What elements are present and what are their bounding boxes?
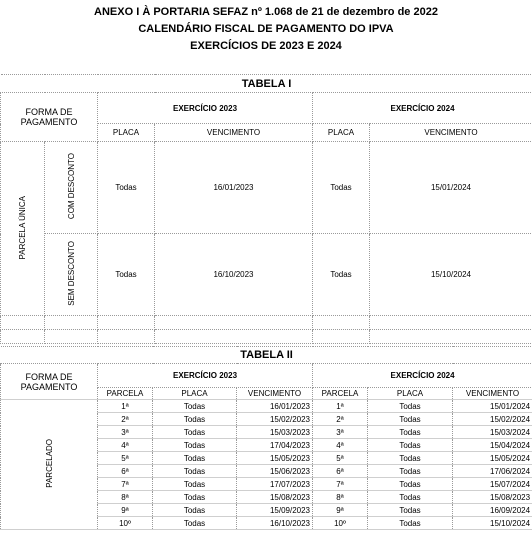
- placa-cell: Todas: [313, 234, 370, 316]
- parcela-2024-header: PARCELA: [313, 388, 368, 400]
- vencimento-cell: 15/06/2023: [237, 465, 313, 478]
- empty-cell: [1, 316, 45, 330]
- empty-cell: [155, 316, 313, 330]
- placa-cell: Todas: [368, 478, 453, 491]
- vencimento-cell: 16/09/2024: [453, 504, 532, 517]
- parcela-cell: 7ª: [313, 478, 368, 491]
- empty-cell: [313, 316, 370, 330]
- vencimento-cell: 15/01/2024: [453, 400, 532, 413]
- empty-cell: [1, 330, 45, 344]
- com-desconto-label: COM DESCONTO: [66, 153, 76, 220]
- parcela-cell: 9ª: [98, 504, 153, 517]
- vencimento-2024-header: VENCIMENTO: [370, 124, 532, 142]
- exercicio-2024-header: EXERCÍCIO 2024: [313, 364, 532, 388]
- parcela-cell: 5ª: [313, 452, 368, 465]
- placa-cell: Todas: [368, 452, 453, 465]
- parcelado-label: PARCELADO: [44, 439, 54, 488]
- vencimento-cell: 15/07/2024: [453, 478, 532, 491]
- placa-cell: Todas: [368, 465, 453, 478]
- parcela-cell: 6ª: [313, 465, 368, 478]
- placa-cell: Todas: [368, 439, 453, 452]
- vencimento-2023-header: VENCIMENTO: [155, 124, 313, 142]
- parcela-unica-label: PARCELA ÚNICA: [18, 195, 27, 260]
- vencimento-cell: 15/01/2024: [370, 142, 532, 234]
- empty-cell: [370, 316, 532, 330]
- parcela-cell: 10º: [313, 517, 368, 530]
- vencimento-cell: 15/02/2024: [453, 413, 532, 426]
- empty-cell: [45, 316, 98, 330]
- header-line-3: EXERCÍCIOS DE 2023 E 2024: [190, 40, 342, 52]
- parcela-cell: 7ª: [98, 478, 153, 491]
- vencimento-cell: 15/09/2023: [237, 504, 313, 517]
- vencimento-cell: 15/03/2023: [237, 426, 313, 439]
- exercicio-2023-header: EXERCÍCIO 2023: [98, 93, 313, 124]
- tabela-2-body: [1, 400, 532, 530]
- parcelado-cell: [1, 400, 98, 530]
- vencimento-cell: 16/10/2023: [237, 517, 313, 530]
- placa-cell: Todas: [368, 413, 453, 426]
- tabela-1-title: TABELA I: [1, 75, 532, 93]
- tabela-2-title: TABELA II: [1, 347, 532, 364]
- parcela-cell: 10º: [98, 517, 153, 530]
- placa-cell: Todas: [368, 504, 453, 517]
- empty-cell: [98, 316, 155, 330]
- placa-cell: Todas: [368, 400, 453, 413]
- vencimento-cell: 16/01/2023: [155, 142, 313, 234]
- empty-cell: [45, 330, 98, 344]
- placa-cell: Todas: [313, 142, 370, 234]
- vencimento-cell: 17/04/2023: [237, 439, 313, 452]
- tabela-2: [0, 346, 532, 530]
- parcela-cell: 6ª: [98, 465, 153, 478]
- vencimento-cell: 15/08/2023: [237, 491, 313, 504]
- parcela-2023-header: PARCELA: [98, 388, 153, 400]
- parcela-cell: 8ª: [313, 491, 368, 504]
- empty-cell: [370, 330, 532, 344]
- vencimento-cell: 17/07/2023: [237, 478, 313, 491]
- placa-cell: Todas: [153, 426, 237, 439]
- vencimento-cell: 15/05/2023: [237, 452, 313, 465]
- vencimento-2024-header: VENCIMENTO: [453, 388, 532, 400]
- empty-cell: [98, 330, 155, 344]
- parcela-cell: 9ª: [313, 504, 368, 517]
- placa-cell: Todas: [153, 517, 237, 530]
- empty-cell: [313, 330, 370, 344]
- vencimento-cell: 17/06/2024: [453, 465, 532, 478]
- placa-cell: Todas: [153, 400, 237, 413]
- com-desconto-cell: [45, 142, 98, 234]
- parcela-cell: 5ª: [98, 452, 153, 465]
- vencimento-cell: 16/10/2023: [155, 234, 313, 316]
- vencimento-cell: 15/10/2024: [370, 234, 532, 316]
- parcela-cell: 1ª: [313, 400, 368, 413]
- table-row: [1, 400, 532, 413]
- parcela-unica-cell: [1, 142, 45, 316]
- placa-2024-header: PLACA: [313, 124, 370, 142]
- placa-cell: Todas: [368, 517, 453, 530]
- vencimento-cell: 16/01/2023: [237, 400, 313, 413]
- placa-cell: Todas: [98, 142, 155, 234]
- placa-cell: Todas: [153, 439, 237, 452]
- placa-cell: Todas: [153, 452, 237, 465]
- sem-desconto-cell: [45, 234, 98, 316]
- parcela-cell: 2ª: [313, 413, 368, 426]
- exercicio-2023-header: EXERCÍCIO 2023: [98, 364, 313, 388]
- placa-cell: Todas: [153, 478, 237, 491]
- placa-cell: Todas: [153, 491, 237, 504]
- parcela-cell: 3ª: [313, 426, 368, 439]
- placa-cell: Todas: [368, 426, 453, 439]
- placa-cell: Todas: [153, 413, 237, 426]
- forma-pagamento-header: FORMA DE PAGAMENTO: [1, 364, 98, 400]
- sem-desconto-label: SEM DESCONTO: [66, 241, 76, 306]
- parcela-cell: 4ª: [313, 439, 368, 452]
- parcela-cell: 8ª: [98, 491, 153, 504]
- forma-pagamento-header: FORMA DE PAGAMENTO: [1, 93, 98, 142]
- parcela-cell: 3ª: [98, 426, 153, 439]
- parcela-cell: 4ª: [98, 439, 153, 452]
- placa-2023-header: PLACA: [153, 388, 237, 400]
- vencimento-cell: 15/03/2024: [453, 426, 532, 439]
- document-header: [0, 4, 532, 55]
- vencimento-cell: 15/04/2024: [453, 439, 532, 452]
- exercicio-2024-header: EXERCÍCIO 2024: [313, 93, 532, 124]
- empty-cell: [155, 330, 313, 344]
- vencimento-cell: 15/02/2023: [237, 413, 313, 426]
- vencimento-cell: 15/10/2024: [453, 517, 532, 530]
- vencimento-2023-header: VENCIMENTO: [237, 388, 313, 400]
- vencimento-cell: 15/08/2023: [453, 491, 532, 504]
- vencimento-cell: 15/05/2024: [453, 452, 532, 465]
- header-line-2: CALENDÁRIO FISCAL DE PAGAMENTO DO IPVA: [138, 23, 394, 35]
- header-line-1: ANEXO I À PORTARIA SEFAZ nº 1.068 de 21 de dezembro de 2022: [94, 6, 438, 18]
- placa-cell: Todas: [153, 504, 237, 517]
- placa-cell: Todas: [368, 491, 453, 504]
- placa-cell: Todas: [153, 465, 237, 478]
- placa-2024-header: PLACA: [368, 388, 453, 400]
- parcela-cell: 1ª: [98, 400, 153, 413]
- tabela-1: [0, 74, 532, 344]
- placa-2023-header: PLACA: [98, 124, 155, 142]
- placa-cell: Todas: [98, 234, 155, 316]
- parcela-cell: 2ª: [98, 413, 153, 426]
